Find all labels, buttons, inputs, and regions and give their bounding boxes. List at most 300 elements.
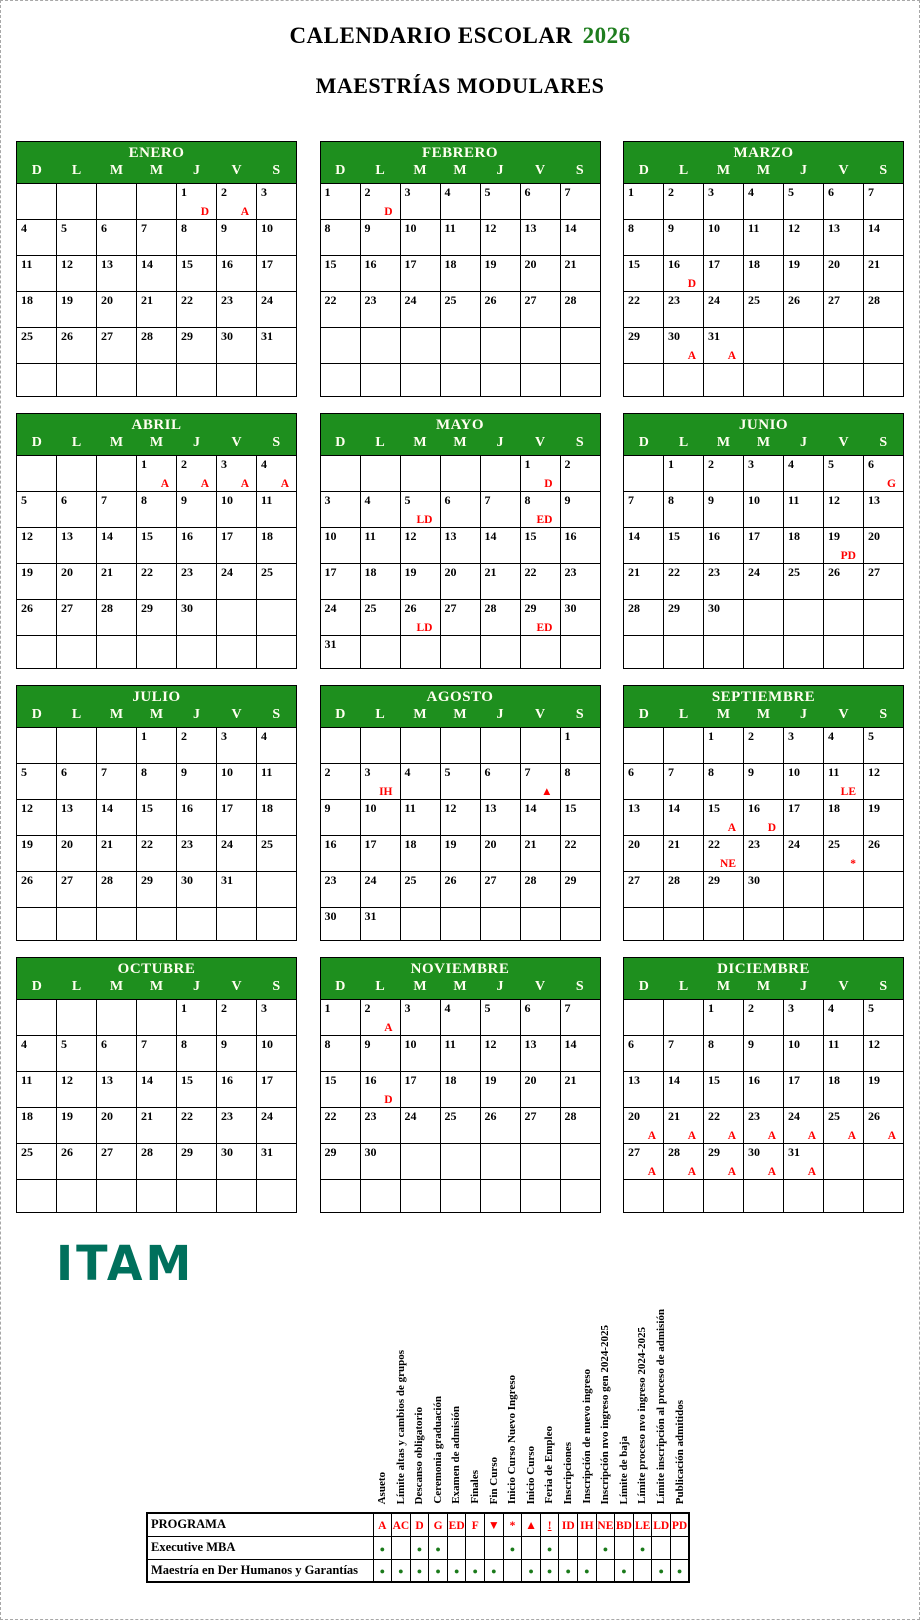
day-cell bbox=[864, 256, 904, 292]
day-number: 10 bbox=[708, 221, 720, 235]
day-cell bbox=[864, 292, 904, 328]
empty-cell bbox=[320, 364, 360, 397]
weekday-header: M bbox=[704, 707, 744, 728]
day-number: 22 bbox=[708, 837, 720, 851]
day-number: 9 bbox=[181, 765, 187, 779]
legend-code: BD bbox=[616, 1519, 632, 1532]
day-annotation: A bbox=[647, 1166, 656, 1178]
day-number: 21 bbox=[868, 257, 880, 271]
program-mark-dot: ● bbox=[546, 1566, 553, 1577]
empty-cell bbox=[97, 728, 137, 764]
legend-label: Feria de Empleo bbox=[543, 1426, 556, 1504]
day-number: 14 bbox=[101, 529, 113, 543]
day-number: 18 bbox=[261, 801, 273, 815]
day-number: 23 bbox=[748, 837, 760, 851]
day-cell bbox=[257, 728, 297, 764]
day-annotation: A bbox=[887, 1130, 896, 1142]
empty-cell bbox=[480, 364, 520, 397]
day-number: 28 bbox=[628, 601, 640, 615]
empty-cell bbox=[664, 636, 704, 669]
day-cell bbox=[17, 836, 57, 872]
calendar-month-noviembre bbox=[320, 957, 601, 1213]
day-cell bbox=[440, 256, 480, 292]
weekday-header: M bbox=[97, 707, 137, 728]
day-cell bbox=[360, 800, 400, 836]
day-number: 28 bbox=[524, 873, 537, 887]
empty-cell bbox=[137, 184, 177, 220]
day-cell bbox=[257, 836, 297, 872]
day-cell bbox=[360, 1108, 400, 1144]
day-cell bbox=[360, 220, 400, 256]
day-cell bbox=[520, 1000, 560, 1036]
day-cell bbox=[664, 528, 704, 564]
day-annotation: A bbox=[727, 350, 736, 362]
day-cell bbox=[864, 800, 904, 836]
day-number: 4 bbox=[444, 1001, 451, 1015]
empty-cell bbox=[560, 1144, 600, 1180]
day-number: 18 bbox=[261, 529, 273, 543]
program-mark-dot: ● bbox=[602, 1543, 609, 1554]
day-cell bbox=[440, 1072, 480, 1108]
day-number: 26 bbox=[21, 601, 33, 615]
day-cell bbox=[360, 872, 400, 908]
calendar-month-diciembre bbox=[623, 957, 904, 1213]
day-annotation: A bbox=[767, 1166, 776, 1178]
program-mark-dot: ● bbox=[416, 1543, 423, 1554]
day-number: 15 bbox=[324, 1073, 337, 1087]
empty-cell bbox=[744, 908, 784, 941]
day-cell bbox=[480, 1108, 520, 1144]
program-mark-cell bbox=[410, 1536, 429, 1559]
empty-cell bbox=[217, 636, 257, 669]
day-cell bbox=[664, 456, 704, 492]
legend-label-cell bbox=[652, 1225, 671, 1513]
day-number: 31 bbox=[261, 329, 273, 343]
day-number: 18 bbox=[788, 529, 800, 543]
day-number: 9 bbox=[748, 765, 754, 779]
day-cell bbox=[560, 872, 600, 908]
legend-code-cell bbox=[410, 1513, 429, 1536]
day-cell bbox=[744, 564, 784, 600]
weekday-header: D bbox=[17, 163, 57, 184]
weekday-header: V bbox=[520, 707, 560, 728]
day-cell bbox=[360, 184, 400, 220]
empty-cell bbox=[784, 600, 824, 636]
day-number: 16 bbox=[364, 257, 377, 271]
day-cell bbox=[137, 1108, 177, 1144]
day-number: 28 bbox=[668, 1145, 680, 1159]
month-title: JUNIO bbox=[624, 414, 904, 436]
legend-label: Inicio Curso bbox=[524, 1445, 537, 1504]
day-number: 20 bbox=[61, 837, 73, 851]
day-cell bbox=[217, 1072, 257, 1108]
day-cell bbox=[177, 1108, 217, 1144]
legend-code: ▼ bbox=[487, 1517, 500, 1532]
day-number: 19 bbox=[484, 257, 497, 271]
empty-cell bbox=[97, 184, 137, 220]
day-number: 11 bbox=[444, 221, 456, 235]
legend-code-cell bbox=[578, 1513, 597, 1536]
day-cell bbox=[177, 728, 217, 764]
empty-cell bbox=[784, 872, 824, 908]
day-cell bbox=[744, 872, 784, 908]
weekday-header: M bbox=[137, 163, 177, 184]
weekday-header: M bbox=[400, 979, 440, 1000]
empty-cell bbox=[137, 1180, 177, 1213]
day-cell bbox=[217, 256, 257, 292]
day-number: 5 bbox=[868, 1001, 874, 1015]
day-number: 24 bbox=[708, 293, 720, 307]
day-cell bbox=[57, 328, 97, 364]
day-cell bbox=[440, 600, 480, 636]
legend-code-cell bbox=[540, 1513, 559, 1536]
day-cell bbox=[440, 528, 480, 564]
weekday-header: D bbox=[320, 163, 360, 184]
day-cell bbox=[57, 256, 97, 292]
empty-cell bbox=[624, 636, 664, 669]
day-number: 5 bbox=[484, 185, 491, 199]
day-number: 5 bbox=[21, 765, 27, 779]
day-number: 9 bbox=[708, 493, 714, 507]
day-number: 21 bbox=[101, 837, 113, 851]
day-number: 11 bbox=[261, 493, 273, 507]
day-cell bbox=[257, 1144, 297, 1180]
day-number: 24 bbox=[748, 565, 760, 579]
day-number: 23 bbox=[324, 873, 337, 887]
day-cell bbox=[864, 1036, 904, 1072]
day-number: 28 bbox=[141, 1145, 153, 1159]
empty-cell bbox=[360, 456, 400, 492]
day-number: 16 bbox=[668, 257, 680, 271]
day-cell bbox=[137, 492, 177, 528]
day-number: 7 bbox=[868, 185, 874, 199]
program-mark-cell bbox=[671, 1536, 690, 1559]
empty-cell bbox=[480, 456, 520, 492]
empty-cell bbox=[824, 1144, 864, 1180]
day-annotation: NE bbox=[720, 858, 736, 870]
day-number: 20 bbox=[868, 529, 880, 543]
day-cell bbox=[360, 764, 400, 800]
weekday-header: S bbox=[864, 435, 904, 456]
empty-cell bbox=[560, 328, 600, 364]
day-number: 13 bbox=[628, 1073, 640, 1087]
legend-code: IH bbox=[580, 1519, 594, 1532]
legend-label-cell bbox=[373, 1225, 392, 1513]
day-cell bbox=[440, 1108, 480, 1144]
day-number: 2 bbox=[564, 457, 571, 471]
day-cell bbox=[704, 220, 744, 256]
day-cell bbox=[360, 292, 400, 328]
weekday-header: S bbox=[560, 163, 600, 184]
day-cell bbox=[97, 1144, 137, 1180]
legend-code-cell bbox=[503, 1513, 522, 1536]
day-cell bbox=[624, 292, 664, 328]
weekday-header: D bbox=[17, 435, 57, 456]
day-number: 12 bbox=[868, 1037, 880, 1051]
empty-cell bbox=[744, 364, 784, 397]
day-number: 18 bbox=[444, 1073, 457, 1087]
day-cell bbox=[704, 564, 744, 600]
day-number: 15 bbox=[524, 529, 537, 543]
weekday-header: V bbox=[217, 707, 257, 728]
day-cell bbox=[624, 564, 664, 600]
day-number: 2 bbox=[221, 1001, 227, 1015]
day-number: 9 bbox=[364, 1037, 371, 1051]
day-number: 25 bbox=[261, 565, 273, 579]
empty-cell bbox=[824, 328, 864, 364]
day-number: 5 bbox=[484, 1001, 491, 1015]
legend-code-cell bbox=[429, 1513, 448, 1536]
day-number: 5 bbox=[868, 729, 874, 743]
day-cell bbox=[177, 600, 217, 636]
day-number: 3 bbox=[324, 493, 331, 507]
empty-cell bbox=[440, 636, 480, 669]
day-number: 3 bbox=[708, 185, 714, 199]
empty-cell bbox=[440, 728, 480, 764]
program-mark-dot: ● bbox=[676, 1566, 683, 1577]
day-number: 31 bbox=[364, 909, 377, 923]
day-cell bbox=[664, 1108, 704, 1144]
day-annotation: A bbox=[727, 822, 736, 834]
day-number: 12 bbox=[404, 529, 417, 543]
day-cell bbox=[97, 492, 137, 528]
empty-cell bbox=[257, 908, 297, 941]
empty-cell bbox=[864, 328, 904, 364]
day-number: 3 bbox=[261, 1001, 267, 1015]
day-cell bbox=[320, 600, 360, 636]
day-cell bbox=[744, 1036, 784, 1072]
day-cell bbox=[440, 220, 480, 256]
program-mark-dot: ● bbox=[379, 1543, 386, 1554]
empty-cell bbox=[217, 364, 257, 397]
legend-label: Inscripciones bbox=[561, 1441, 574, 1504]
day-number: 9 bbox=[564, 493, 571, 507]
day-cell bbox=[400, 1108, 440, 1144]
day-cell bbox=[17, 800, 57, 836]
day-cell bbox=[360, 1000, 400, 1036]
day-number: 17 bbox=[221, 529, 233, 543]
day-cell bbox=[624, 1108, 664, 1144]
day-number: 12 bbox=[868, 765, 880, 779]
month-title: ENERO bbox=[17, 142, 297, 164]
weekday-header: D bbox=[624, 163, 664, 184]
day-number: 13 bbox=[61, 529, 73, 543]
weekday-header: J bbox=[480, 979, 520, 1000]
day-number: 6 bbox=[628, 765, 634, 779]
day-cell bbox=[440, 1000, 480, 1036]
legend-code: ED bbox=[448, 1519, 465, 1532]
day-number: 29 bbox=[181, 1145, 193, 1159]
day-number: 3 bbox=[261, 185, 267, 199]
day-number: 12 bbox=[61, 257, 73, 271]
day-cell bbox=[97, 872, 137, 908]
empty-cell bbox=[864, 636, 904, 669]
day-cell bbox=[400, 1072, 440, 1108]
month-title: ABRIL bbox=[17, 414, 297, 436]
weekday-header: M bbox=[137, 435, 177, 456]
day-cell bbox=[217, 220, 257, 256]
day-cell bbox=[784, 184, 824, 220]
day-number: 12 bbox=[828, 493, 840, 507]
weekday-header: D bbox=[624, 435, 664, 456]
day-cell bbox=[520, 184, 560, 220]
empty-cell bbox=[57, 908, 97, 941]
legend-label: Límite proceso nvo ingreso 2024-2025 bbox=[636, 1327, 649, 1504]
day-number: 14 bbox=[524, 801, 537, 815]
day-number: 16 bbox=[748, 801, 760, 815]
empty-cell bbox=[17, 364, 57, 397]
day-cell bbox=[97, 1036, 137, 1072]
day-number: 27 bbox=[628, 1145, 640, 1159]
program-mark-dot: ● bbox=[565, 1566, 571, 1577]
day-number: 26 bbox=[444, 873, 457, 887]
day-number: 15 bbox=[564, 801, 577, 815]
day-number: 23 bbox=[364, 1109, 377, 1123]
day-cell bbox=[664, 220, 704, 256]
day-cell bbox=[824, 528, 864, 564]
day-annotation: * bbox=[850, 858, 856, 870]
day-cell bbox=[257, 256, 297, 292]
day-number: 25 bbox=[364, 601, 377, 615]
program-mark-cell bbox=[466, 1559, 485, 1582]
day-cell bbox=[520, 600, 560, 636]
day-cell bbox=[400, 220, 440, 256]
legend-label-cell bbox=[578, 1225, 597, 1513]
weekday-header: M bbox=[400, 707, 440, 728]
day-number: 5 bbox=[61, 1037, 67, 1051]
day-cell bbox=[664, 492, 704, 528]
empty-cell bbox=[320, 728, 360, 764]
day-cell bbox=[784, 728, 824, 764]
day-cell bbox=[664, 1144, 704, 1180]
page-title-text: CALENDARIO ESCOLAR bbox=[289, 23, 573, 48]
day-number: 10 bbox=[404, 221, 417, 235]
day-annotation: LE bbox=[840, 786, 856, 798]
day-cell bbox=[360, 1072, 400, 1108]
day-number: 17 bbox=[404, 257, 417, 271]
day-number: 6 bbox=[101, 221, 107, 235]
day-cell bbox=[137, 728, 177, 764]
day-number: 11 bbox=[788, 493, 800, 507]
day-annotation: A bbox=[240, 478, 249, 490]
weekday-header: S bbox=[257, 435, 297, 456]
day-number: 29 bbox=[141, 873, 153, 887]
empty-cell bbox=[17, 1000, 57, 1036]
program-mark-cell bbox=[559, 1559, 578, 1582]
day-number: 23 bbox=[748, 1109, 760, 1123]
day-cell bbox=[177, 800, 217, 836]
day-cell bbox=[744, 456, 784, 492]
day-number: 25 bbox=[444, 293, 457, 307]
day-number: 1 bbox=[324, 1001, 331, 1015]
weekday-header: M bbox=[744, 979, 784, 1000]
day-number: 27 bbox=[524, 1109, 537, 1123]
day-cell bbox=[784, 256, 824, 292]
empty-cell bbox=[257, 600, 297, 636]
weekday-header: S bbox=[864, 707, 904, 728]
day-cell bbox=[57, 872, 97, 908]
empty-cell bbox=[824, 1180, 864, 1213]
day-cell bbox=[560, 184, 600, 220]
day-cell bbox=[624, 256, 664, 292]
day-number: 17 bbox=[364, 837, 377, 851]
day-cell bbox=[257, 328, 297, 364]
day-cell bbox=[520, 800, 560, 836]
day-cell bbox=[440, 800, 480, 836]
day-number: 9 bbox=[181, 493, 187, 507]
weekday-header: L bbox=[57, 707, 97, 728]
day-annotation: A bbox=[807, 1130, 816, 1142]
day-cell bbox=[864, 492, 904, 528]
day-number: 14 bbox=[868, 221, 880, 235]
page-title-year: 2026 bbox=[582, 23, 631, 48]
program-mark-dot: ● bbox=[379, 1566, 386, 1577]
day-number: 19 bbox=[868, 1073, 880, 1087]
month-title: FEBRERO bbox=[320, 142, 600, 164]
day-number: 4 bbox=[828, 729, 834, 743]
day-number: 11 bbox=[404, 801, 416, 815]
day-number: 3 bbox=[221, 729, 227, 743]
day-number: 17 bbox=[261, 257, 273, 271]
legend-label-cell bbox=[447, 1225, 466, 1513]
day-number: 22 bbox=[564, 837, 577, 851]
empty-cell bbox=[360, 728, 400, 764]
legend-code-cell bbox=[615, 1513, 634, 1536]
empty-cell bbox=[137, 636, 177, 669]
day-number: 27 bbox=[628, 873, 640, 887]
day-cell bbox=[97, 800, 137, 836]
day-cell bbox=[664, 800, 704, 836]
empty-cell bbox=[400, 1180, 440, 1213]
day-number: 20 bbox=[628, 837, 640, 851]
day-number: 24 bbox=[261, 1109, 273, 1123]
day-number: 30 bbox=[221, 1145, 233, 1159]
day-cell bbox=[17, 1144, 57, 1180]
day-number: 10 bbox=[324, 529, 337, 543]
day-number: 19 bbox=[21, 837, 33, 851]
day-number: 13 bbox=[101, 257, 113, 271]
day-number: 17 bbox=[324, 565, 337, 579]
day-cell bbox=[400, 800, 440, 836]
day-number: 19 bbox=[61, 1109, 73, 1123]
day-cell bbox=[560, 1000, 600, 1036]
day-cell bbox=[824, 836, 864, 872]
day-number: 27 bbox=[444, 601, 457, 615]
day-number: 4 bbox=[828, 1001, 834, 1015]
program-mark-cell bbox=[578, 1559, 597, 1582]
day-number: 10 bbox=[748, 493, 760, 507]
day-number: 7 bbox=[101, 765, 107, 779]
day-cell bbox=[440, 184, 480, 220]
day-cell bbox=[864, 564, 904, 600]
day-cell bbox=[864, 728, 904, 764]
day-number: 14 bbox=[668, 1073, 680, 1087]
legend-label-cell bbox=[429, 1225, 448, 1513]
day-cell bbox=[320, 836, 360, 872]
day-number: 17 bbox=[708, 257, 720, 271]
day-cell bbox=[400, 564, 440, 600]
day-number: 13 bbox=[484, 801, 497, 815]
empty-cell bbox=[624, 1000, 664, 1036]
day-cell bbox=[360, 908, 400, 941]
legend-label: Descanso obligatorio bbox=[413, 1406, 426, 1504]
day-number: 4 bbox=[748, 185, 754, 199]
weekday-header: M bbox=[400, 163, 440, 184]
day-cell bbox=[520, 1108, 560, 1144]
title-block bbox=[1, 23, 919, 99]
day-number: 17 bbox=[261, 1073, 273, 1087]
day-number: 17 bbox=[788, 801, 800, 815]
